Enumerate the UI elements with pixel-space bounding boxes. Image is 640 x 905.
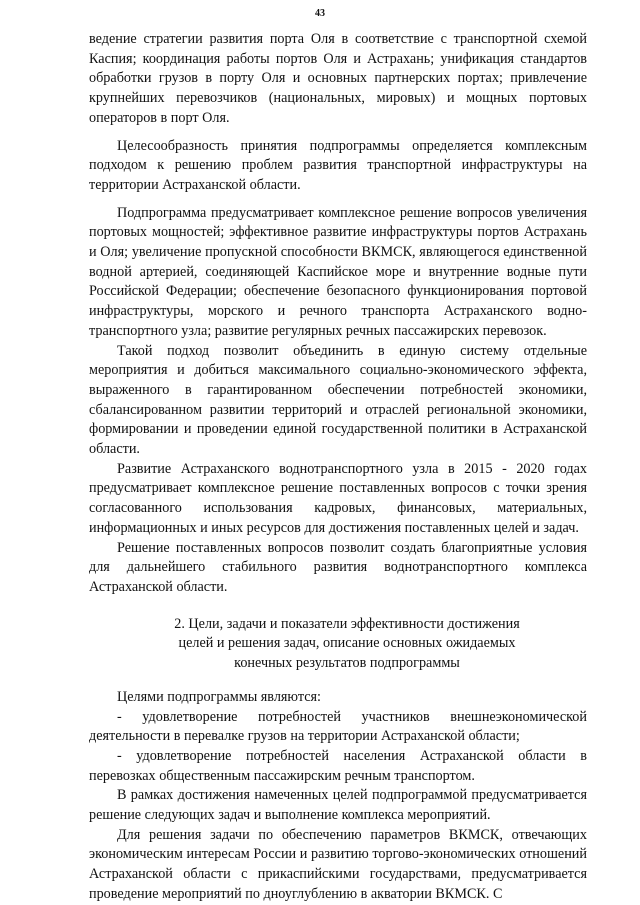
section-heading-line: 2. Цели, задачи и показатели эффективности достижения [174, 615, 520, 632]
goal-item: - удовлетворение потребностей населения Астраханской области в перевозках общественным пассажирским речным транспортом. [89, 747, 587, 784]
paragraph: В рамках достижения намеченных целей подпрограммой предусматривается решение следующих задач и выполнение комплекса мероприятий. [89, 787, 587, 824]
goals-intro: Целями подпрограммы являются: [117, 688, 321, 705]
paragraph: Такой подход позволит объединить в единую систему отдельные мероприятия и добиться максимального социально-экономического эффекта, выраженного в гарантированном обеспечении потребностей экономики, сбалансированном развитии территорий и отраслей региональной экономики, формировании и проведении единой государственной политики в Астраханской области. [89, 342, 587, 458]
paragraph: Целесообразность принятия подпрограммы определяется комплексным подходом к решению проблем развития транспортной инфраструктуры на территории Астраханской области. [89, 137, 587, 193]
section-heading-line: конечных результатов подпрограммы [234, 655, 460, 672]
paragraph: Для решения задачи по обеспечению параметров ВКМСК, отвечающих экономическим интересам России и развитию торгово-экономических отношений Астраханской области с прикаспийскими государствами, предусматривается проведение мероприятий по дноуглублению в акватории ВКМСК. С [89, 826, 587, 902]
paragraph: ведение стратегии развития порта Оля в соответствие с транспортной схемой Каспия; координация работы портов Оля и Астрахань; унификация стандартов обработки грузов в порту Оля и основных партнерских портах; привлечение крупнейших перевозчиков (национальных, мировых) и мощных портовых операторов в порт Оля. [89, 31, 587, 126]
section-heading-line: целей и решения задач, описание основных ожидаемых [178, 635, 516, 652]
paragraph: Развитие Астраханского воднотранспортного узла в 2015 - 2020 годах предусматривает комплексное решение поставленных вопросов с точки зрения согласованного использования кадровых, финансовых, материальных, информационных и иных ресурсов для достижения поставленных целей и задач. [89, 460, 587, 536]
section-heading [89, 615, 587, 674]
goal-item: - удовлетворение потребностей участников внешнеэкономической деятельности в перевалке грузов на территории Астраханской области; [89, 708, 587, 745]
page-number: 43 [315, 8, 325, 19]
paragraph: Подпрограмма предусматривает комплексное решение вопросов увеличения портовых мощностей; эффективное развитие инфраструктуры портов Астрахань и Оля; увеличение пропускной способности ВКМСК, являющегося единственной водной артерией, соединяющей Каспийское море и внутренние водные пути Российской Федерации; обеспечение безопасного функционирования портовой инфраструктуры, морского и речного транспорта Астраханского воднотранспортного узла; развитие регулярных речных пассажирских перевозок. [89, 204, 587, 339]
paragraph: Решение поставленных вопросов позволит создать благоприятные условия для дальнейшего стабильного развития воднотранспортного комплекса Астраханской области. [89, 539, 587, 595]
document-body [89, 30, 587, 905]
